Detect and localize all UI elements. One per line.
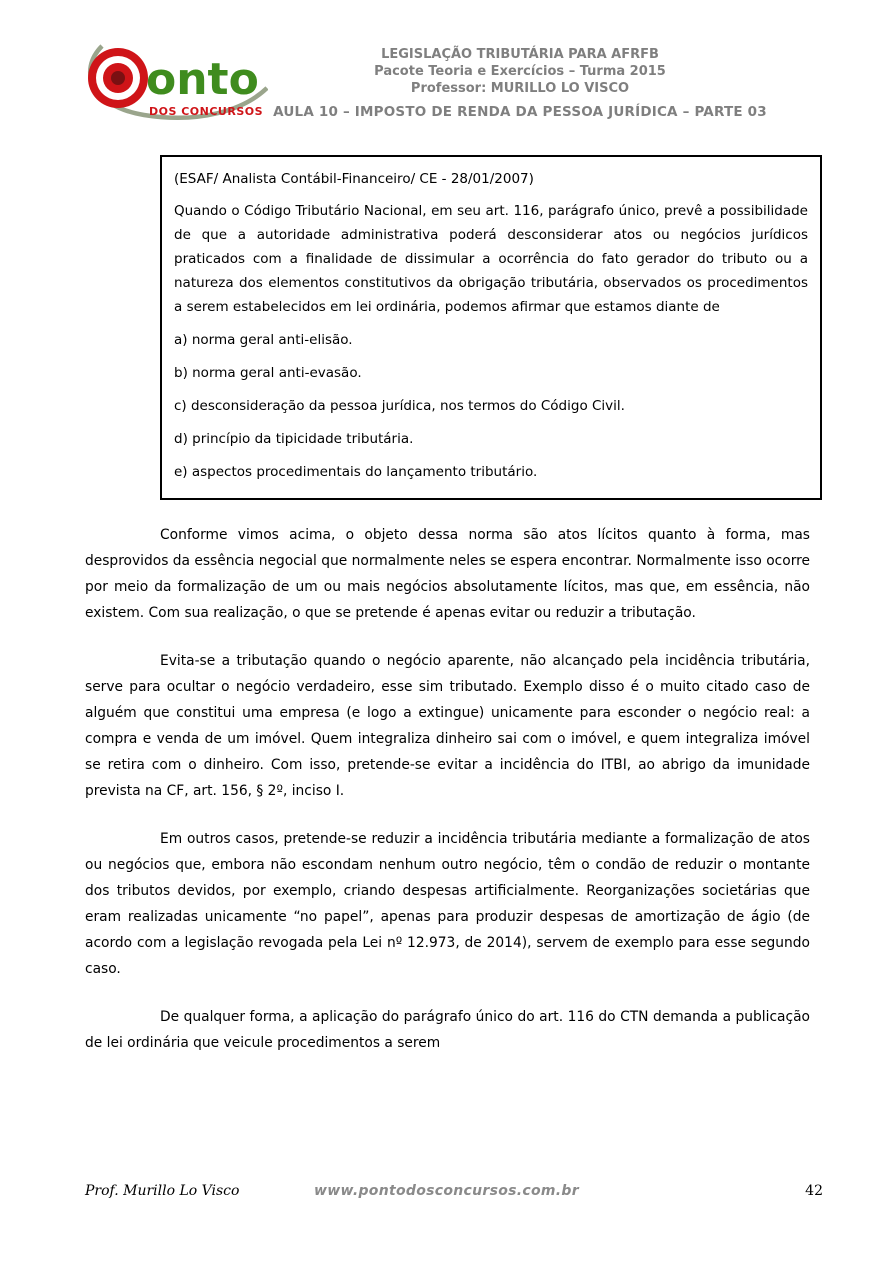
question-option-e: e) aspectos procedimentais do lançamento tributário. <box>174 464 538 480</box>
lesson-title: AULA 10 – IMPOSTO DE RENDA DA PESSOA JURÍDICA – PARTE 03 <box>273 104 767 120</box>
page-header <box>180 46 860 121</box>
question-source: (ESAF/ Analista Contábil-Financeiro/ CE - 28/01/2007) <box>174 171 534 187</box>
paragraph-3: Em outros casos, pretende-se reduzir a incidência tributária mediante a formalização de atos ou negócios que, embora não escondam nenhum outro negócio, têm o condão de reduzir o montante dos tributos devidos, por exemplo, criando despesas artificialmente. Reorganizações societárias que eram realizadas unicamente “no papel”, apenas para produzir despesas de amortização de ágio (de acordo com a legislação revogada pela Lei nº 12.973, de 2014), servem de exemplo para esse segundo caso. <box>85 831 810 977</box>
footer-website-link[interactable]: www.pontodosconcursos.com.br <box>314 1183 579 1199</box>
question-option-a: a) norma geral anti-elisão. <box>174 332 353 348</box>
page-footer <box>0 1183 893 1203</box>
paragraph-2: Evita-se a tributação quando o negócio aparente, não alcançado pela incidência tributária, serve para ocultar o negócio verdadeiro, esse sim tributado. Exemplo disso é o muito citado caso de alguém que constitui uma empresa (e logo a extingue) unicamente para esconder o negócio real: a compra e venda de um imóvel. Quem integraliza dinheiro sai com o imóvel, e quem integraliza imóvel se retira com o dinheiro. Com isso, pretende-se evitar a incidência do ITBI, ao abrigo da imunidade prevista na CF, art. 156, § 2º, inciso I. <box>85 653 810 799</box>
paragraph-4: De qualquer forma, a aplicação do parágrafo único do art. 116 do CTN demanda a publicação de lei ordinária que veicule procedimentos a serem <box>85 1009 810 1051</box>
question-statement: Quando o Código Tributário Nacional, em seu art. 116, parágrafo único, prevê a possibilidade de que a autoridade administrativa poderá desconsiderar atos ou negócios jurídicos praticados com a finalidade de dissimular a ocorrência do fato gerador do tributo ou a natureza dos elementos constitutivos da obrigação tributária, observados os procedimentos a serem estabelecidos em lei ordinária, podemos afirmar que estamos diante de <box>174 203 808 315</box>
question-box <box>160 155 822 500</box>
professor-line: Professor: MURILLO LO VISCO <box>410 81 630 96</box>
paragraph-1: Conforme vimos acima, o objeto dessa norma são atos lícitos quanto à forma, mas desprovidos da essência negocial que normalmente neles se espera encontrar. Normalmente isso ocorre por meio da formalização de um ou mais negócios absolutamente lícitos, mas que, em essência, não existem. Com sua realização, o que se pretende é apenas evitar ou reduzir a tributação. <box>85 527 810 621</box>
logo-target-icon <box>88 48 148 108</box>
logo-word: onto <box>146 54 259 105</box>
question-option-d: d) princípio da tipicidade tributária. <box>174 431 414 447</box>
body-text <box>85 522 810 1056</box>
package-line: Pacote Teoria e Exercícios – Turma 2015 <box>374 64 666 79</box>
logo-subtitle: DOS CONCURSOS <box>149 105 264 118</box>
footer-professor: Prof. Murillo Lo Visco <box>85 1183 240 1199</box>
question-option-b: b) norma geral anti-evasão. <box>174 365 362 381</box>
question-option-c: c) desconsideração da pessoa jurídica, nos termos do Código Civil. <box>174 398 625 414</box>
footer-page-number: 42 <box>805 1183 823 1199</box>
course-title: LEGISLAÇÃO TRIBUTÁRIA PARA AFRFB <box>381 47 659 62</box>
